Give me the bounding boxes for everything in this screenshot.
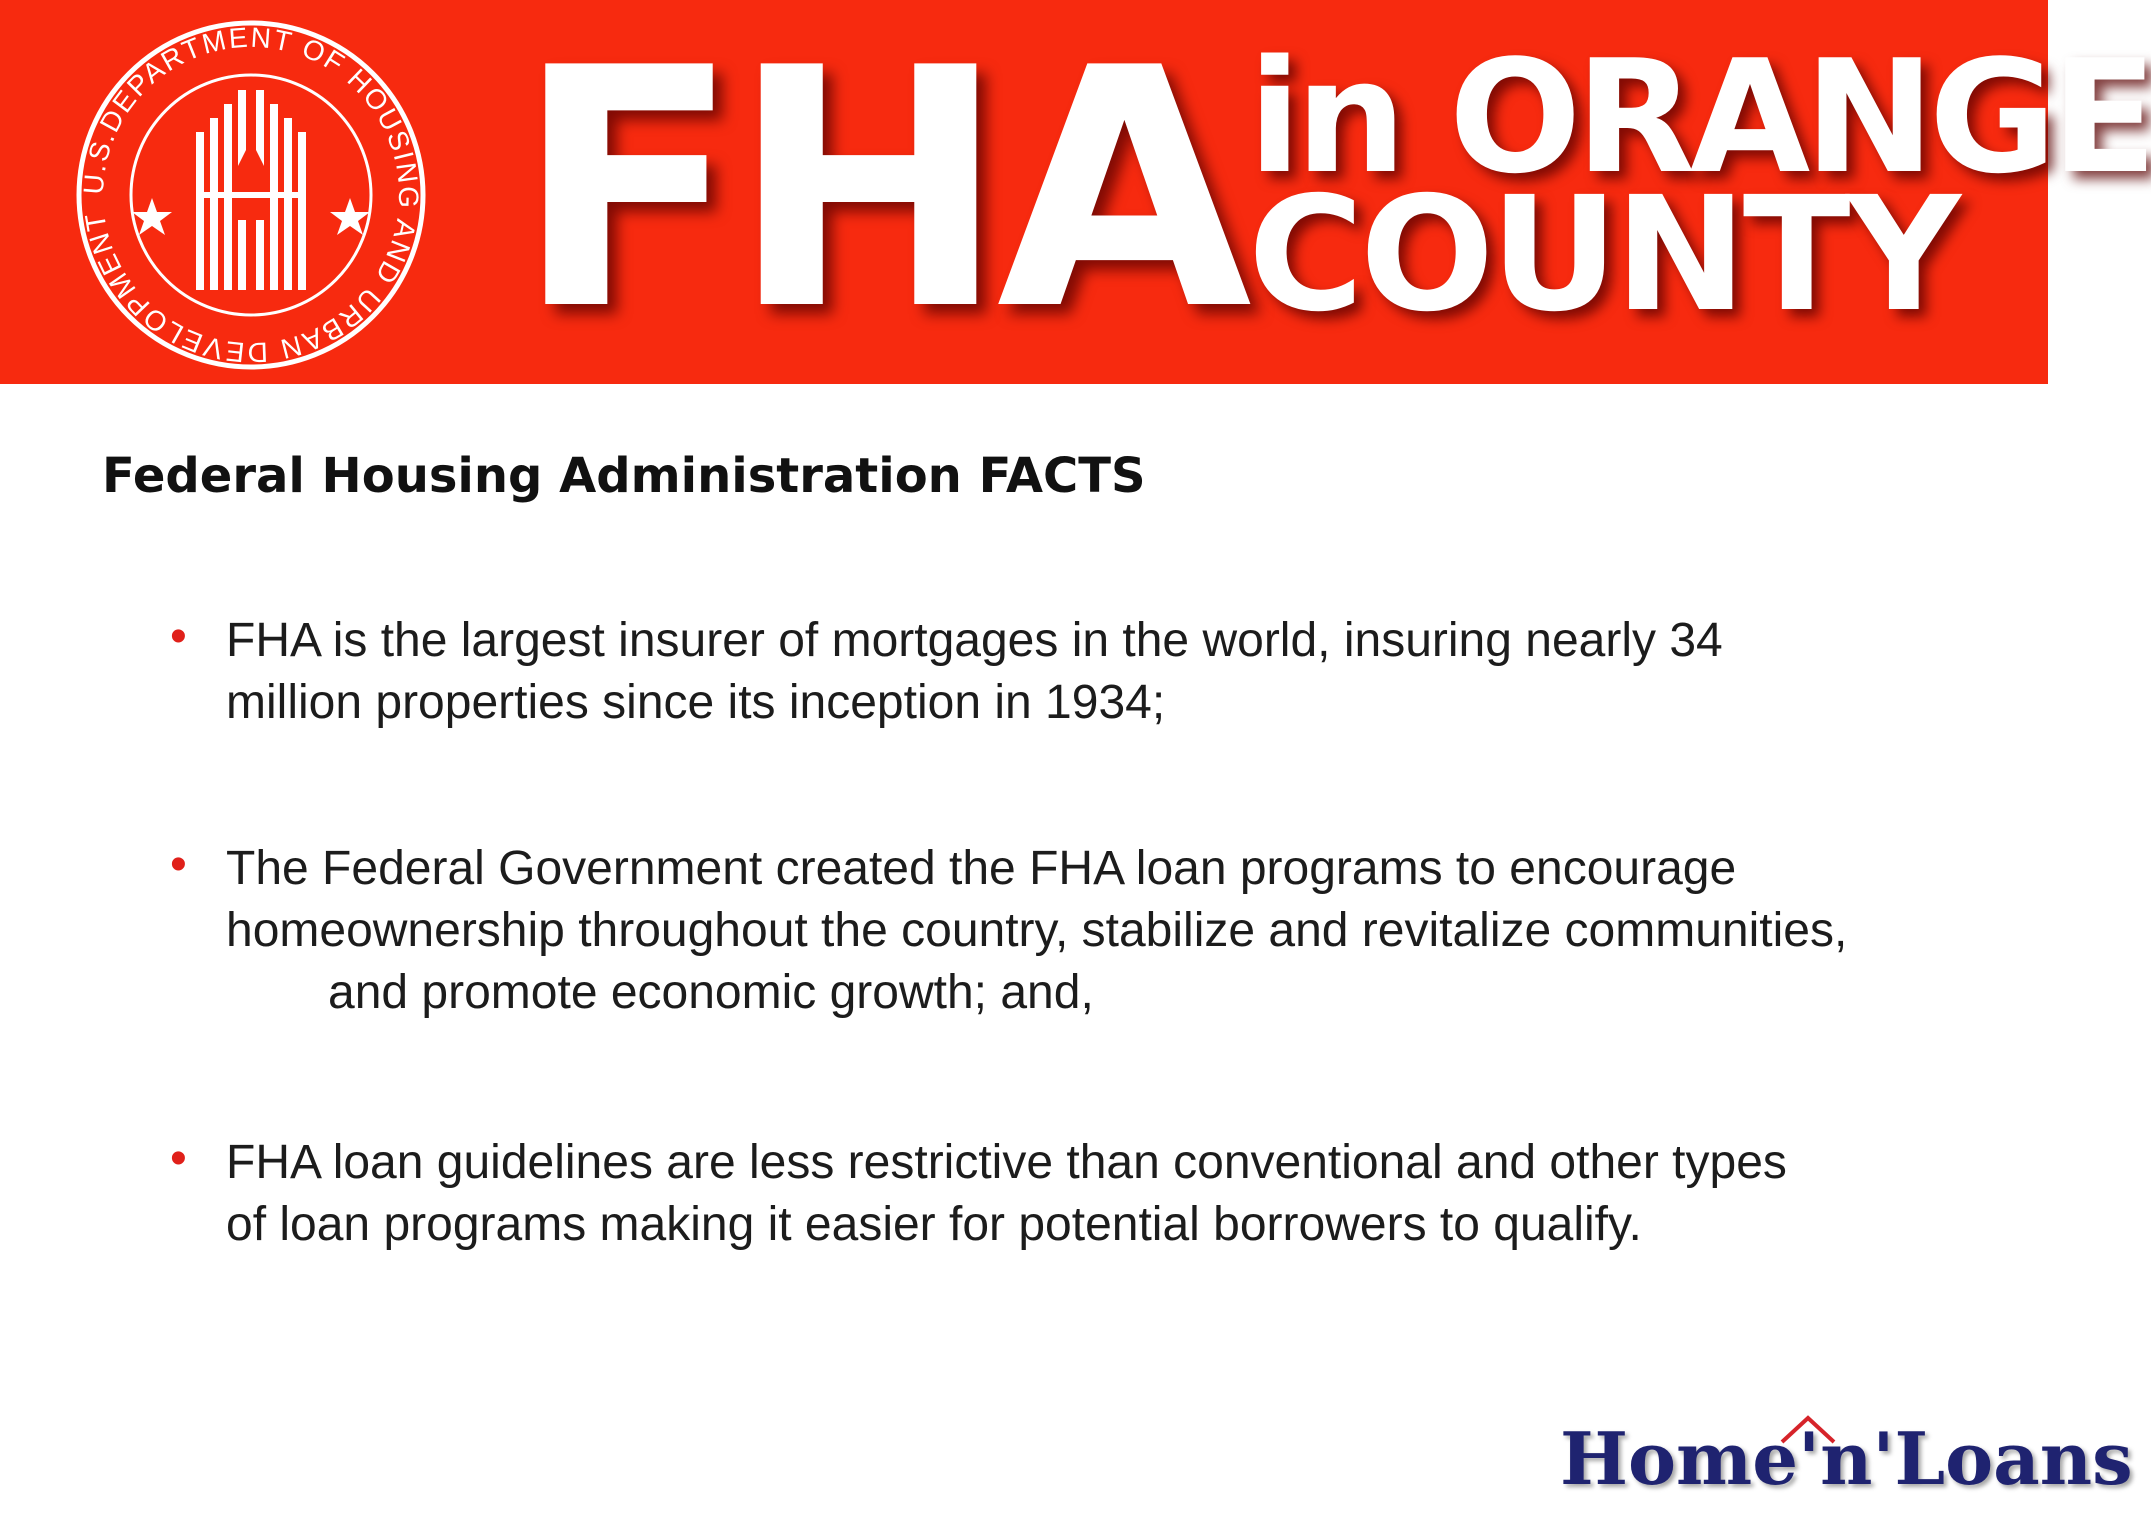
fact-line: million properties since its inception in 1934; — [226, 676, 1166, 729]
star-left-icon — [132, 198, 172, 235]
fact-line: FHA is the largest insurer of mortgages in the world, insuring nearly 34 — [226, 614, 1723, 667]
logo-text: Home'n'Loans — [1560, 1416, 2133, 1501]
hud-seal-logo — [76, 20, 426, 370]
building-icon — [196, 90, 306, 290]
homenloans-logo — [1560, 1408, 2133, 1518]
fact-item — [170, 838, 2026, 1024]
fact-item — [170, 1132, 2026, 1256]
bullet-icon: • — [170, 610, 187, 663]
fact-line: of loan programs making it easier for potential borrowers to qualify. — [226, 1198, 1642, 1251]
fact-line: The Federal Government created the FHA loan programs to encourage — [226, 842, 1737, 895]
fact-line: FHA loan guidelines are less restrictive than conventional and other types — [226, 1136, 1787, 1189]
title-in-orange: in ORANGE — [1248, 26, 2151, 208]
bullet-icon: • — [170, 838, 187, 891]
title-fha: FHA — [515, 0, 1243, 382]
header-banner — [0, 0, 2151, 384]
seal-ring-text: U.S.DEPARTMENT OF HOUSING AND URBAN DEVELOPMENT — [77, 21, 425, 369]
fact-line: and promote economic growth; and, — [328, 966, 1094, 1019]
bullet-icon: • — [170, 1132, 187, 1185]
star-right-icon — [330, 198, 370, 235]
section-heading: Federal Housing Administration FACTS — [102, 448, 1146, 504]
fact-item — [170, 610, 2026, 734]
fact-line: homeownership throughout the country, stabilize and revitalize communities, — [226, 904, 1848, 957]
title-county: COUNTY — [1248, 163, 1957, 347]
